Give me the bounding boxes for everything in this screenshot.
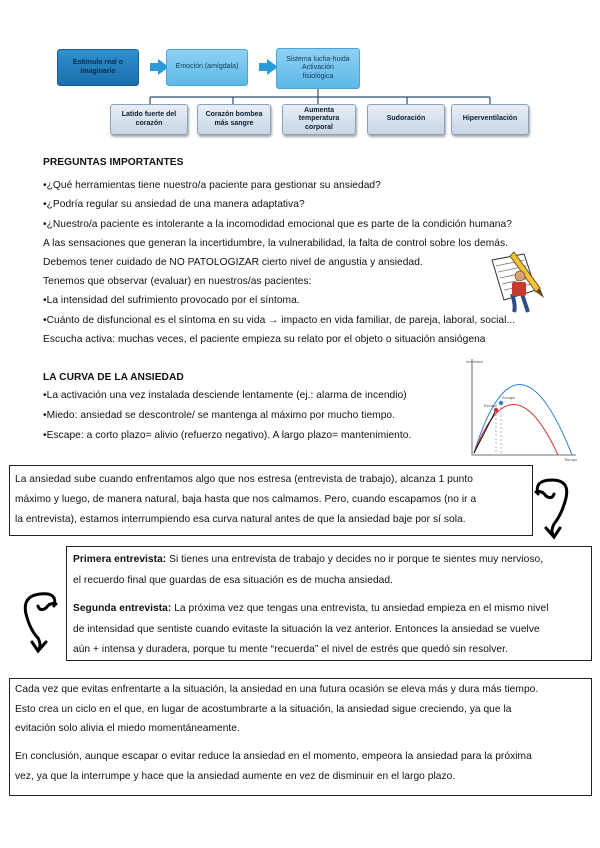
box3-p1-line-1: Cada vez que evitas enfrentarte a la situación, la ansiedad en una futura ocasión se eleva más y dura más tiempo.	[15, 684, 539, 695]
second-interview-line-3: aún + intensa y duradera, porque tu mente “recuerda” el nivel de estrés que quedó sin resolver.	[73, 644, 508, 655]
second-interview-label: Segunda entrevista:	[73, 603, 172, 614]
second-interview-text: La próxima vez que tengas una entrevista, tu ansiedad empieza en el mismo nivel	[171, 603, 549, 614]
blood-line2: más sangre	[214, 119, 254, 127]
observe-2: •Cuánto de disfuncional es el síntoma en su vida → impacto en vida familiar, de pareja, laboral, social...	[43, 315, 516, 326]
curved-arrow-icon	[4, 588, 60, 654]
observe-1: •La intensidad del sufrimiento provocado por el síntoma.	[43, 295, 300, 306]
blood-box	[197, 104, 271, 135]
question-3: •¿Nuestro/a paciente es intolerante a la incomodidad emocional que es parte de la condición humana?	[43, 219, 512, 230]
system-line2: Activación	[302, 64, 334, 72]
pencil-paper-icon	[484, 250, 552, 314]
sweat-label: Sudoración	[386, 115, 426, 123]
second-interview-line-1	[73, 603, 549, 614]
question-1: •¿Qué herramientas tiene nuestro/a paciente para gestionar su ansiedad?	[43, 180, 381, 191]
question-note-1: A las sensaciones que generan la incertidumbre, la vulnerabilidad, la falta de control sobre los demás.	[43, 238, 508, 249]
box1-line-1: La ansiedad sube cuando enfrentamos algo que nos estresa (entrevista de trabajo), alcanza 1 punto	[15, 474, 473, 485]
question-note-3: Tenemos que observar (evaluar) en nuestros/as pacientes:	[43, 276, 312, 287]
curve-item-3: •Escape: a corto plazo= alivio (refuerzo negativo). A largo plazo= mantenimiento.	[43, 430, 412, 441]
blood-line1: Corazón bombea	[205, 111, 263, 119]
curved-arrow-icon	[532, 474, 588, 540]
temp-line2: temperatura	[298, 115, 340, 123]
heart-line2: corazón	[135, 119, 163, 127]
temp-line3: corporal	[304, 123, 333, 131]
hyper-label: Hiperventilación	[462, 115, 518, 123]
emotion-label: Emoción (amígdala)	[175, 63, 239, 71]
curve-item-1: •La activación una vez instalada desciende lentamente (ej.: alarma de incendio)	[43, 390, 407, 401]
box1-line-2: máximo y luego, de manera natural, baja hasta que nos calmamos. Pero, cuando escapamos (no ir a	[15, 494, 477, 505]
hyper-box	[451, 104, 529, 135]
heart-box	[110, 104, 188, 135]
escape-marker-1	[494, 408, 498, 412]
chart-marker-1-label: Escape	[484, 403, 498, 408]
first-interview-label: Primera entrevista:	[73, 554, 167, 565]
chart-ylabel: Ansiedad	[466, 359, 483, 364]
questions-heading: PREGUNTAS IMPORTANTES	[43, 157, 184, 168]
question-2: •¿Podría regular su ansiedad de una manera adaptativa?	[43, 199, 305, 210]
escape-marker-2	[499, 401, 503, 405]
curve-item-2: •Miedo: ansiedad se descontrole/ se mantenga al máximo por mucho tiempo.	[43, 410, 396, 421]
first-interview-text: Si tienes una entrevista de trabajo y decides no ir porque te sientes muy nervioso,	[166, 554, 544, 565]
system-line1: Sistema lucha-huida	[286, 56, 350, 64]
second-interview-line-2: de intensidad que sentiste cuando evitaste la situación la vez anterior. Entonces la ansiedad se vuelve	[73, 624, 540, 635]
chart-marker-2-label: Escape	[502, 395, 516, 400]
box3-p2-line-2: vez, ya que la interrumpe y hace que la ansiedad aumente en vez de disminuir en el largo plazo.	[15, 771, 456, 782]
system-line3: fisiológica	[302, 72, 334, 80]
sweat-box	[367, 104, 445, 135]
stimulus-line2: imaginario	[80, 67, 116, 75]
active-listening: Escucha activa: muchas veces, el paciente empieza su relato por el objeto o situación ansiógena	[43, 334, 486, 345]
box3-p1-line-2: Esto crea un ciclo en el que, en lugar de acostumbrarte a la situación, la ansiedad sigue creciendo, ya que la	[15, 704, 512, 715]
question-note-2: Debemos tener cuidado de NO PATOLOGIZAR cierto nivel de angustia y ansiedad.	[43, 257, 423, 268]
connector-lines	[0, 0, 600, 110]
chart-xlabel: Tiempo	[564, 457, 578, 462]
anxiety-curve-chart	[462, 355, 582, 463]
temp-box	[282, 104, 356, 135]
box1-line-3: la entrevista), estamos interrumpiendo esa curva natural antes de que la ansiedad baje por sí sola.	[15, 514, 466, 525]
box3-p1-line-3: evitación solo alivia el miedo momentáneamente.	[15, 723, 240, 734]
stimulus-line1: Estímulo real o	[72, 59, 124, 67]
first-interview-line-2: el recuerdo final que guardas de esa situación es de mucha ansiedad.	[73, 575, 393, 586]
first-interview-line-1	[73, 554, 543, 565]
heart-line1: Latido fuerte del	[121, 111, 177, 119]
curve-heading: LA CURVA DE LA ANSIEDAD	[43, 372, 184, 383]
temp-line1: Aumenta	[304, 107, 334, 115]
box3-p2-line-1: En conclusión, aunque escapar o evitar reduce la ansiedad en el momento, empeora la ansiedad para la próxima	[15, 751, 532, 762]
